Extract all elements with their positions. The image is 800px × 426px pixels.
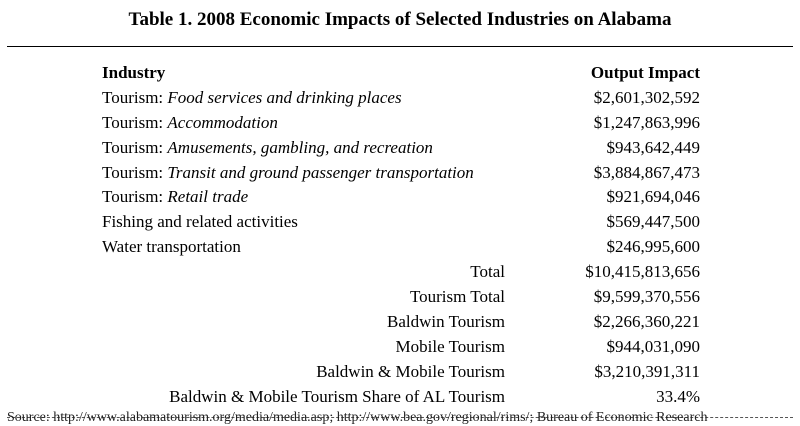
industry-prefix: Tourism:: [102, 87, 168, 107]
output-cell: $246,995,600: [606, 237, 700, 257]
table-row: [102, 111, 700, 136]
industry-cell: [102, 161, 474, 186]
table-row: [102, 210, 700, 235]
table-row: [102, 136, 700, 161]
output-cell: $921,694,046: [606, 187, 700, 207]
industry-prefix: Tourism:: [102, 137, 168, 157]
summary-row-tourism-total: [102, 285, 700, 310]
summary-value: $9,599,370,556: [593, 287, 700, 307]
industry-cell: [102, 111, 278, 136]
table-row: [102, 161, 700, 186]
summary-label: Total: [470, 262, 505, 282]
output-cell: $569,447,500: [606, 212, 700, 232]
summary-label: Baldwin & Mobile Tourism Share of AL Tourism: [169, 386, 505, 406]
industry-subsector: Retail trade: [167, 187, 249, 207]
industry-cell: [102, 136, 433, 161]
table-row: [102, 185, 700, 210]
table-title: Table 1. 2008 Economic Impacts of Selected Industries on Alabama: [128, 9, 672, 30]
table-header-row: [102, 61, 700, 86]
footer-source-clipped: [7, 410, 793, 426]
output-cell: $2,601,302,592: [593, 87, 700, 107]
output-impact-column-header: Output Impact: [590, 63, 700, 82]
summary-label: Baldwin Tourism: [387, 311, 505, 331]
industry-subsector: Transit and ground passenger transportation: [167, 162, 474, 182]
summary-value: $944,031,090: [606, 336, 700, 356]
industry-subsector: Food services and drinking places: [167, 87, 402, 107]
industry-cell: Fishing and related activities: [102, 212, 298, 232]
summary-row-baldwin-tourism: [102, 310, 700, 335]
summary-label: Mobile Tourism: [395, 336, 505, 356]
table-row: [102, 86, 700, 111]
industry-cell: [102, 185, 248, 210]
summary-label: Tourism Total: [409, 287, 505, 307]
summary-value: 33.4%: [656, 386, 700, 406]
industry-subsector: Amusements, gambling, and recreation: [167, 137, 433, 157]
summary-value: $2,266,360,221: [593, 311, 700, 331]
output-cell: $3,884,867,473: [593, 162, 700, 182]
industry-cell: Water transportation: [102, 237, 241, 257]
industry-cell: [102, 86, 402, 111]
summary-row-baldwin-mobile-tourism: [102, 360, 700, 385]
summary-label: Baldwin & Mobile Tourism: [316, 361, 505, 381]
summary-value: $3,210,391,311: [594, 361, 700, 381]
industry-column-header: Industry: [102, 63, 166, 82]
impact-table: [102, 61, 700, 409]
industry-prefix: Tourism:: [102, 112, 168, 132]
footer-source-text: Source: http://www.alabamatourism.org/media/media.asp; http://www.bea.gov/regional/rims/; Bureau of Economic Research: [7, 410, 708, 425]
top-rule: [7, 46, 793, 47]
summary-row-share: [102, 385, 700, 410]
industry-subsector: Accommodation: [167, 112, 278, 132]
output-cell: $1,247,863,996: [593, 112, 700, 132]
output-cell: $943,642,449: [606, 137, 700, 157]
summary-value: $10,415,813,656: [585, 262, 700, 282]
table-row: [102, 235, 700, 260]
summary-row-total: [102, 260, 700, 285]
industry-prefix: Tourism:: [102, 162, 168, 182]
summary-row-mobile-tourism: [102, 335, 700, 360]
industry-prefix: Tourism:: [102, 187, 168, 207]
